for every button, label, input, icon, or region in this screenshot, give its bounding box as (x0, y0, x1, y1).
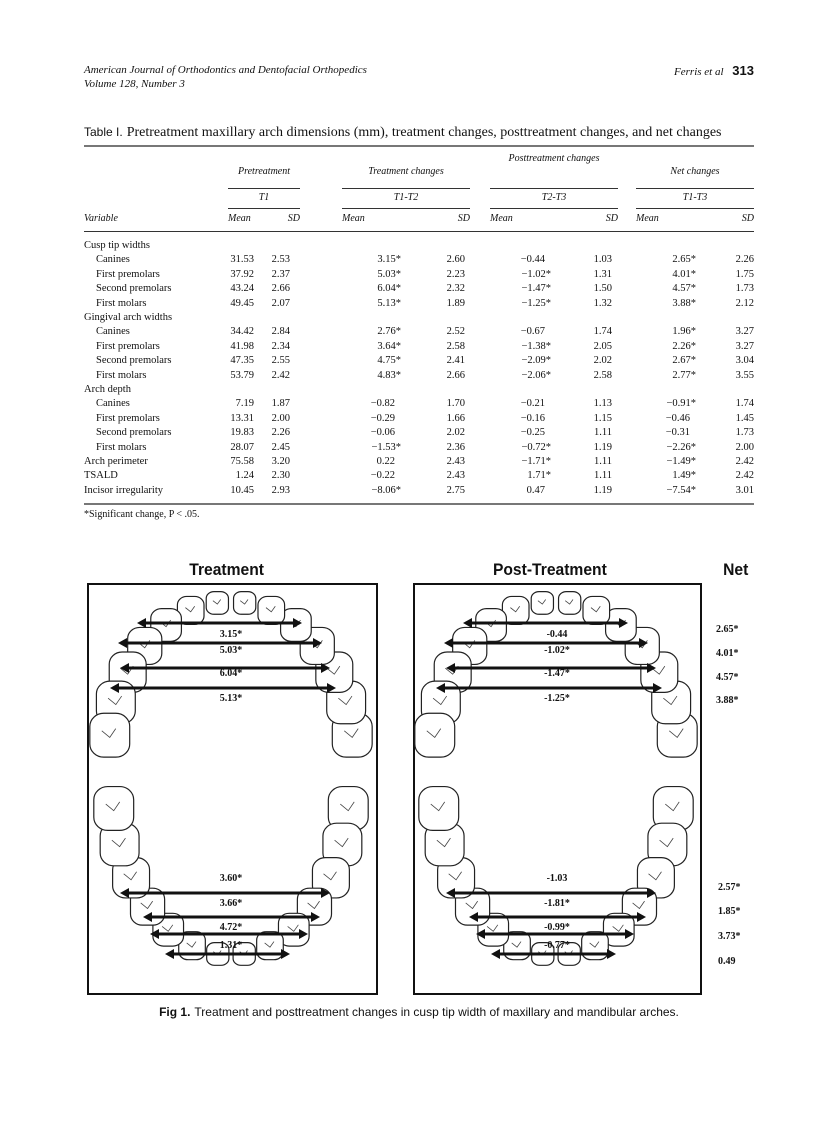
figure-caption-text: Treatment and posttreatment changes in cusp tip width of maxillary and mandibular arches. (194, 1005, 679, 1019)
tooth-icon (257, 932, 284, 960)
table-cell: 2.84 (271, 326, 290, 338)
net-mandibular-value: 3.73* (718, 931, 741, 942)
table-cell: 49.45 (230, 297, 254, 309)
group-heading: Treatment changes (368, 166, 444, 177)
table-cell: 2.67* (672, 355, 696, 367)
table-cell: 34.42 (230, 326, 254, 338)
row-label: Second premolars (96, 283, 172, 295)
variable-header: Variable (84, 213, 118, 224)
table-cell: 1.13 (593, 398, 612, 410)
net-mandibular-value: 2.57* (718, 882, 741, 893)
table-cell: 2.43 (446, 456, 465, 467)
arrowhead-icon (491, 949, 500, 959)
table-cell: 75.58 (230, 456, 254, 467)
table-cell: 2.26 (271, 427, 290, 439)
table-cell: 2.55 (271, 355, 290, 367)
table-cell: 2.58 (446, 340, 465, 352)
table-cell: 2.42 (271, 369, 290, 381)
table-cell: 3.64* (377, 340, 401, 352)
table-cell: 1.75 (735, 268, 754, 280)
table-cell: 1.73 (735, 283, 754, 295)
table-cell: 1.11 (594, 427, 612, 439)
sd-header: SD (605, 213, 618, 224)
table-cell: 1.45 (735, 412, 754, 424)
arrowhead-icon (607, 949, 616, 959)
table-cell: 3.27 (735, 326, 754, 338)
table-cell: 1.50 (593, 283, 612, 295)
table-cell: 2.45 (271, 441, 290, 453)
table-cell: −1.38* (521, 340, 551, 352)
interval-heading: T1 (258, 192, 270, 203)
row-label: Gingival arch widths (84, 312, 173, 323)
table-caption: Pretreatment maxillary arch dimensions (mm), treatment changes, posttreatment changes, and net changes (126, 125, 722, 140)
treatment-title: Treatment (189, 560, 264, 579)
table-cell: 1.24 (235, 470, 254, 482)
net-title: Net (723, 560, 749, 579)
figure-caption (0, 1005, 838, 1019)
tooth-icon (419, 787, 459, 831)
table-cell: 1.31 (593, 268, 612, 280)
table-cell: 2.76* (377, 326, 401, 338)
treatment-maxillary-value: 6.04* (219, 668, 243, 679)
journal-volume: Volume 128, Number 3 (84, 78, 185, 90)
table-cell: −0.67 (520, 326, 545, 338)
table-cell: 2.36 (446, 441, 465, 453)
sd-header: SD (741, 213, 754, 224)
table-cell: −1.53* (371, 441, 401, 453)
table-label: Table I. (84, 125, 123, 139)
table-cell: 31.53 (230, 254, 254, 266)
table-cell: 1.74 (593, 326, 612, 338)
table-cell: −1.25* (521, 297, 551, 309)
table-cell: 2.34 (271, 340, 290, 352)
table-cell: 2.37 (271, 268, 290, 280)
treatment-maxillary-value: 3.15* (219, 629, 243, 640)
table-cell: 2.32 (446, 283, 465, 295)
table-cell: 1.19 (593, 441, 612, 453)
net-maxillary-value: 4.01* (716, 648, 739, 659)
table-cell: 1.66 (446, 412, 465, 424)
table-cell: −0.06 (370, 427, 395, 439)
table-cell: 2.66 (271, 283, 290, 295)
post-mandibular-value: -1.81* (544, 898, 570, 909)
net-mandibular-value: 1.85* (718, 906, 741, 917)
post-mandibular-value: -0.77* (544, 940, 570, 951)
table-cell: 2.93 (271, 484, 290, 496)
row-label: First premolars (96, 340, 160, 352)
row-label: Incisor irregularity (84, 484, 164, 496)
net-mandibular-value: 0.49 (718, 956, 736, 967)
table-cell: 2.77* (672, 369, 696, 381)
table-cell: 2.26* (672, 340, 696, 352)
table-cell: 2.52 (446, 326, 465, 338)
table-cell: 1.70 (446, 398, 465, 410)
table-cell: −1.02* (521, 268, 551, 280)
tooth-icon (90, 713, 130, 757)
table-cell: −7.54* (666, 484, 696, 496)
figure-label: Fig 1. (159, 1005, 191, 1019)
table-cell: 3.15* (377, 254, 401, 266)
interval-heading: T1-T2 (393, 192, 419, 203)
table-footnote: *Significant change, P < .05. (84, 509, 200, 520)
tooth-icon (415, 713, 455, 757)
table-cell: −0.46 (665, 412, 690, 424)
table-cell: 1.74 (735, 398, 754, 410)
table-cell: 1.03 (593, 254, 612, 266)
mean-header: Mean (636, 213, 659, 224)
table-cell: 4.57* (672, 283, 696, 295)
table-cell: 2.41 (446, 355, 465, 367)
table-cell: −1.71* (521, 456, 551, 467)
table-cell: −0.21 (520, 398, 545, 410)
table-cell: −0.82 (370, 398, 395, 410)
table-cell: 3.88* (672, 297, 696, 309)
treatment-mandibular-value: 3.66* (219, 898, 243, 909)
tooth-icon (94, 787, 134, 831)
table-cell: 2.00 (735, 441, 754, 453)
table-cell: 19.83 (230, 427, 254, 439)
table-cell: 3.20 (271, 456, 290, 467)
treatment-mandibular-value: 4.72* (219, 922, 243, 933)
page-number: 313 (732, 63, 754, 78)
treatment-maxillary-value: 5.13* (219, 693, 243, 704)
tooth-icon (206, 592, 228, 615)
row-label: Arch perimeter (84, 456, 148, 467)
table-cell: 28.07 (230, 441, 254, 453)
interval-heading: T1-T3 (682, 192, 708, 203)
journal-name: American Journal of Orthodontics and Dentofacial Orthopedics (84, 64, 367, 76)
table-cell: 4.75* (377, 355, 401, 367)
row-label: Cusp tip widths (84, 240, 150, 251)
table-cell: 3.27 (735, 340, 754, 352)
row-label: TSALD (84, 470, 118, 482)
table-cell: 0.22 (376, 456, 395, 467)
table-cell: 2.65* (672, 254, 696, 266)
post-mandibular-value: -0.99* (544, 922, 570, 933)
table-cell: 1.19 (593, 484, 612, 496)
table-cell: 43.24 (230, 283, 254, 295)
table-cell: −0.16 (520, 412, 545, 424)
row-label: Arch depth (84, 384, 131, 395)
table-cell: 1.73 (735, 427, 754, 439)
table-cell: 5.13* (377, 297, 401, 309)
table-cell: 53.79 (230, 369, 254, 381)
row-label: First premolars (96, 412, 160, 424)
post-maxillary-value: -0.44 (546, 629, 568, 640)
tooth-icon (559, 592, 581, 615)
sd-header: SD (457, 213, 470, 224)
arrowhead-icon (165, 949, 174, 959)
table-cell: 2.02 (446, 427, 465, 439)
table-cell: 1.96* (672, 326, 696, 338)
table-cell: 1.11 (594, 470, 612, 482)
row-label: Canines (96, 254, 130, 266)
table-cell: 3.55 (735, 369, 754, 381)
row-label: Canines (96, 398, 130, 410)
sd-header: SD (287, 213, 300, 224)
row-label: Canines (96, 326, 130, 338)
tooth-icon (583, 596, 610, 624)
table-cell: −2.26* (666, 441, 696, 453)
group-heading: Pretreatment (237, 166, 291, 177)
post-maxillary-value: -1.25* (544, 693, 570, 704)
mean-header: Mean (490, 213, 513, 224)
table-cell: 2.75 (446, 484, 465, 496)
net-maxillary-value: 2.65* (716, 624, 739, 635)
table-cell: 2.42 (735, 470, 754, 482)
treatment-mandibular-value: 3.60* (219, 873, 243, 884)
table-cell: 2.12 (735, 297, 754, 309)
post-maxillary-value: -1.47* (544, 668, 570, 679)
mean-header: Mean (342, 213, 365, 224)
table-cell: 2.58 (593, 369, 612, 381)
table-cell: 4.01* (672, 268, 696, 280)
post-treatment-title: Post-Treatment (492, 560, 607, 579)
table-cell: 7.19 (235, 398, 254, 410)
arrowhead-icon (463, 618, 472, 628)
table-cell: 2.00 (271, 412, 290, 424)
row-label: Second premolars (96, 427, 172, 439)
table-cell: −1.49* (666, 456, 696, 467)
table-cell: 4.83* (377, 369, 401, 381)
row-label: First molars (96, 297, 147, 309)
table-cell: 2.02 (593, 355, 612, 367)
tooth-icon (531, 592, 553, 615)
table-cell: 2.07 (271, 297, 290, 309)
row-label: First molars (96, 369, 147, 381)
table-cell: −0.91* (666, 398, 696, 410)
table-cell: 13.31 (230, 412, 254, 424)
row-label: Second premolars (96, 355, 172, 367)
table-cell: 3.01 (735, 484, 754, 496)
table-cell: 0.47 (526, 484, 545, 496)
post-maxillary-value: -1.02* (544, 645, 570, 656)
table-cell: 2.05 (593, 340, 612, 352)
table-cell: 37.92 (230, 268, 254, 280)
table-cell: 2.60 (446, 254, 465, 266)
arrowhead-icon (137, 618, 146, 628)
row-label: First premolars (96, 268, 160, 280)
arrowhead-icon (444, 638, 453, 648)
table-cell: 1.32 (593, 297, 612, 309)
arrowhead-icon (118, 638, 127, 648)
authors: Ferris et al (674, 66, 724, 78)
table-cell: −0.44 (520, 254, 545, 266)
treatment-maxillary-value: 5.03* (219, 645, 243, 656)
table-cell: 2.66 (446, 369, 465, 381)
table-cell: −0.22 (370, 470, 395, 482)
tooth-icon (258, 596, 285, 624)
table-cell: −2.09* (521, 355, 551, 367)
table-cell: −0.72* (521, 441, 551, 453)
table-cell: 1.15 (593, 412, 612, 424)
table-cell: 2.43 (446, 470, 465, 482)
table-cell: −8.06* (371, 484, 401, 496)
table-cell: 41.98 (230, 340, 254, 352)
arrowhead-icon (281, 949, 290, 959)
net-maxillary-value: 3.88* (716, 695, 739, 706)
table-cell: 1.89 (446, 297, 465, 309)
post-mandibular-value: -1.03 (546, 873, 568, 884)
table-cell: 10.45 (230, 484, 254, 496)
table-cell: 1.11 (594, 456, 612, 467)
table-cell: 1.71* (527, 470, 551, 482)
table-cell: −0.25 (520, 427, 545, 439)
table-cell: 2.23 (446, 268, 465, 280)
table-cell: 1.87 (271, 398, 290, 410)
table-cell: 2.53 (271, 254, 290, 266)
table-cell: 1.49* (672, 470, 696, 482)
net-maxillary-value: 4.57* (716, 672, 739, 683)
row-label: First molars (96, 441, 147, 453)
tooth-icon (582, 932, 609, 960)
table-cell: 3.04 (735, 355, 754, 367)
table-cell: 6.04* (377, 283, 401, 295)
table-cell: −0.29 (370, 412, 395, 424)
mean-header: Mean (228, 213, 251, 224)
table-cell: 5.03* (377, 268, 401, 280)
table-cell: 2.30 (271, 470, 290, 482)
table-cell: 2.42 (735, 456, 754, 467)
table-cell: 2.26 (735, 254, 754, 266)
table-cell: −2.06* (521, 369, 551, 381)
tooth-icon (234, 592, 256, 615)
table-cell: −0.31 (665, 427, 690, 439)
table-cell: −1.47* (521, 283, 551, 295)
treatment-mandibular-value: 1.31* (219, 940, 243, 951)
interval-heading: T2-T3 (541, 192, 567, 203)
table-cell: 47.35 (230, 355, 254, 367)
group-heading: Net changes (670, 166, 720, 177)
group-heading: Posttreatment changes (508, 153, 600, 164)
